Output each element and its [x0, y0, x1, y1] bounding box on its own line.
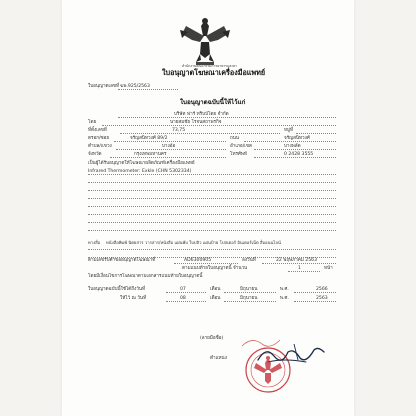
- moo-label: หมู่ที่: [284, 128, 294, 133]
- license-number-line: [118, 89, 178, 90]
- attachment-pages: 1: [298, 266, 301, 271]
- road-value: จรัญสนิทวงศ์: [284, 136, 310, 141]
- product-line-2: [88, 182, 336, 183]
- product-line-6: [88, 214, 336, 215]
- issued-month: มิถุนายน: [240, 296, 258, 301]
- district-line: [254, 149, 336, 150]
- expiry-year-line: [294, 292, 336, 293]
- request-date: 22 พฤษภาคม 2563: [276, 258, 318, 263]
- issued-day-line: [166, 301, 206, 302]
- company-name: บริษัท ฟาร์ ทริบบ์โดย จำกัด: [174, 112, 229, 117]
- expiry-month: มิถุนายน: [240, 287, 258, 292]
- district-value: บางพลัด: [284, 144, 301, 149]
- handwritten-signature-icon: [254, 340, 334, 370]
- attachment-pages-unit: หน้า: [324, 266, 333, 271]
- expiry-label: ใบอนุญาตฉบับนี้ใช้ได้ถึงวันที่: [88, 287, 146, 292]
- company-line: [118, 117, 336, 118]
- representative-name: นายสมชัย โรจนสถาพรกิจ: [170, 120, 222, 125]
- product-name: Infrared Thermometer: Exkle (CHN 5302334): [88, 169, 192, 174]
- product-line-1: [88, 174, 336, 175]
- road-line: [244, 141, 336, 142]
- request-number-line: [174, 263, 238, 264]
- request-date-label: ลงวันที่: [242, 258, 256, 263]
- subdistrict-value: บางอ้อ: [162, 144, 176, 149]
- document-subtitle: ใบอนุญาตฉบับนี้ให้ไว้แก่: [180, 99, 246, 106]
- request-label: ตามเลขรับคำขออนุญาตโฆษณาที่: [88, 258, 156, 263]
- product-line-5: [88, 206, 336, 207]
- license-document: [62, 0, 354, 416]
- province-label: จังหวัด: [88, 152, 102, 157]
- by-label: โดย: [88, 120, 97, 125]
- district-label: อำเภอ/เขต: [230, 144, 252, 149]
- garuda-emblem-icon: [174, 14, 236, 68]
- soi-value: จรัญสนิทวงศ์ 89/2: [130, 136, 168, 141]
- license-number-label: ใบอนุญาตเลขที่: [88, 84, 120, 89]
- agency-name: สำนักงานคณะกรรมการอาหารและยา: [182, 64, 238, 68]
- attachment-text: ตามแนบท้ายใบอนุญาตนี้ จำนวน: [182, 266, 248, 271]
- address-label: ที่ตั้งเลขที่: [88, 128, 107, 133]
- product-line-8: [88, 230, 336, 231]
- province-value: กรุงเทพมหานคร: [134, 152, 167, 157]
- expiry-month-line: [224, 292, 276, 293]
- purpose-text: เป็นผู้ได้รับอนุญาตให้โฆษณาผลิตภัณฑ์เครื่องมือแพทย์: [88, 161, 195, 166]
- issued-label: ให้ไว้ ณ วันที่: [120, 296, 147, 301]
- media-label: ทางสื่อ: [88, 240, 101, 245]
- subdistrict-line: [116, 149, 226, 150]
- house-number: 73,75: [172, 128, 186, 133]
- soi-label: ตรอก/ซอย: [88, 136, 110, 141]
- condition-text: โดยมีเงื่อนไขการโฆษณาตามเอกสารแนบท้ายใบอนุญาตนี้: [88, 274, 203, 279]
- soi-line: [114, 141, 226, 142]
- issued-month-line: [224, 301, 276, 302]
- expiry-year-label: พ.ศ.: [280, 287, 289, 292]
- expiry-month-label: เดือน: [210, 287, 221, 292]
- moo-line: [296, 133, 336, 134]
- representative-line: [102, 125, 336, 126]
- official-position-label: ตำแหน่ง: [210, 356, 227, 361]
- document-title: ใบอนุญาตโฆษณาเครื่องมือแพทย์: [162, 68, 266, 77]
- signature-label: (ลายมือชื่อ): [200, 336, 224, 341]
- subdistrict-label: ตำบล/แขวง: [88, 144, 112, 149]
- product-line-7: [88, 222, 336, 223]
- expiry-year: 2566: [316, 287, 328, 292]
- product-line-3: [88, 190, 336, 191]
- request-number: AD6300905: [184, 258, 212, 263]
- province-line: [110, 157, 226, 158]
- issued-month-label: เดือน: [210, 296, 221, 301]
- issued-year-line: [294, 301, 336, 302]
- road-label: ถนน: [230, 136, 240, 141]
- phone-value: 0 2428 3555: [284, 152, 314, 157]
- address-line: [120, 133, 280, 134]
- issued-day: 08: [180, 296, 186, 301]
- phone-label: โทรศัพท์: [230, 152, 247, 157]
- media-line-1: [88, 249, 336, 250]
- media-list: หนังสือพิมพ์ นิตยสาร วารสาร/หนังสือ แผ่นพับ ใบปลิว แผ่นป้าย โปสเตอร์ อินเตอร์เน็ต สื่ออนนไลน์: [106, 240, 281, 245]
- expiry-day: 07: [180, 287, 186, 292]
- issued-year: 2563: [316, 296, 328, 301]
- expiry-day-line: [166, 292, 206, 293]
- product-line-4: [88, 198, 336, 199]
- license-number: ฆพ.925/2563: [120, 84, 150, 89]
- phone-line: [254, 157, 336, 158]
- pages-line: [288, 271, 320, 272]
- issued-year-label: พ.ศ.: [280, 296, 289, 301]
- request-date-line: [262, 263, 336, 264]
